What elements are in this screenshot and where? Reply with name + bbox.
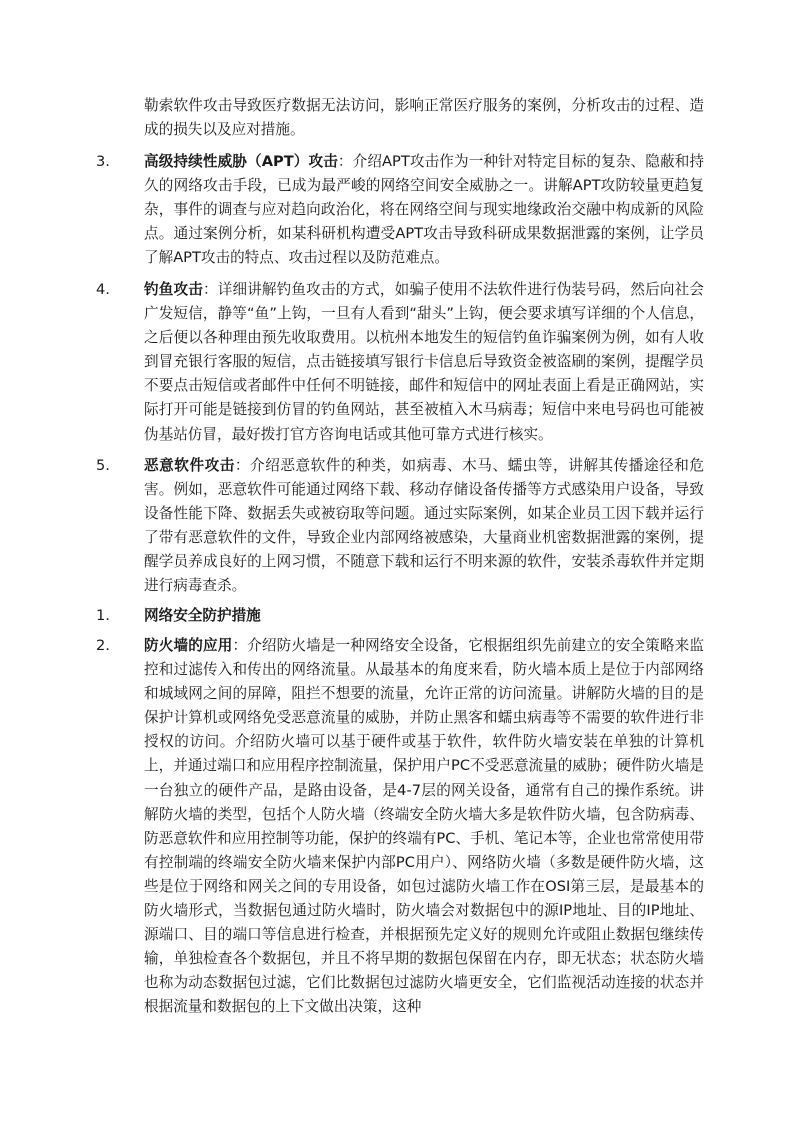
list-item-body <box>144 454 704 599</box>
list-item-body <box>144 278 704 447</box>
list-item-body <box>144 150 704 270</box>
list-number: 3. <box>96 153 110 170</box>
list-number: 5. <box>96 457 110 474</box>
continuation-paragraph: 勒索软件攻击导致医疗数据无法访问，影响正常医疗服务的案例，分析攻击的过程、造成的损失以及应对措施。 <box>144 97 704 139</box>
item-title: 钓鱼攻击 <box>144 281 203 298</box>
list-number: 1. <box>96 607 110 624</box>
list-item-body <box>144 634 704 1020</box>
list-number: 2. <box>96 637 110 654</box>
item-title: 恶意软件攻击 <box>144 457 235 474</box>
list-item-body <box>144 604 704 628</box>
item-title: 防火墙的应用 <box>144 637 233 654</box>
item-text: ：介绍恶意软件的种类，如病毒、木马、蠕虫等，讲解其传播途径和危害。例如，恶意软件可能通过网络下载、移动存储设备传播等方式感染用户设备，导致设备性能下降、数据丢失或被窃取等问题。通过实际案例，如某企业员工因下载并运行了带有恶意软件的文件，导致企业内部网络被感染，大量商业机密数据泄露的案例，提醒学员养成良好的上网习惯，不随意下载和运行不明来源的软件，安装杀毒软件并定期进行病毒查杀。 <box>144 457 704 595</box>
item-text: ：详细讲解钓鱼攻击的方式，如骗子使用不法软件进行伪装号码，然后向社会广发短信，静等“鱼”上钩，一旦有人看到“甜头”上钩，便会要求填写详细的个人信息，之后便以各种理由预先收取费用。以杭州本地发生的短信钓鱼诈骗案例为例，如有人收到冒充银行客服的短信，点击链接填写银行卡信息后导致资金被盗刷的案例，提醒学员不要点击短信或者邮件中任何不明链接，邮件和短信中的网址表面上看是正确网站，实际打开可能是链接到仿冒的钓鱼网站，甚至被植入木马病毒；短信中来电号码也可能被伪基站仿冒，最好拨打官方咨询电话或其他可靠方式进行核实。 <box>144 281 704 443</box>
list-number: 4. <box>96 281 110 298</box>
item-title: 高级持续性威胁（APT）攻击 <box>144 153 338 170</box>
item-title: 网络安全防护措施 <box>144 607 261 624</box>
item-text: ：介绍APT攻击作为一种针对特定目标的复杂、隐蔽和持久的网络攻击手段，已成为最严峻的网络空间安全威胁之一。讲解APT攻防较量更趋复杂，事件的调查与应对趋向政治化，将在网络空间与现实地缘政治交融中构成新的风险点。通过案例分析，如某科研机构遭受APT攻击导致科研成果数据泄露的案例，让学员了解APT攻击的特点、攻击过程以及防范难点。 <box>144 153 704 267</box>
item-text: ：介绍防火墙是一种网络安全设备，它根据组织先前建立的安全策略来监控和过滤传入和传出的网络流量。从最基本的角度来看，防火墙本质上是位于内部网络和城域网之间的屏障，阻拦不想要的流量，允许正常的访问流量。讲解防火墙的目的是保护计算机或网络免受恶意流量的威胁，并防止黑客和蠕虫病毒等不需要的软件进行非授权的访问。介绍防火墙可以基于硬件或基于软件，软件防火墙安装在单独的计算机上，并通过端口和应用程序控制流量，保护用户PC不受恶意流量的威胁；硬件防火墙是一台独立的硬件产品，是路由设备，是4-7层的网关设备，通常有自己的操作系统。讲解防火墙的类型，包括个人防火墙（终端安全防火墙大多是软件防火墙，包含防病毒、防恶意软件和应用控制等功能，保护的终端有PC、手机、笔记本等，企业也常常使用带有控制端的终端安全防火墙来保护内部PC用户）、网络防火墙（多数是硬件防火墙，这些是位于网络和网关之间的专用设备，如包过滤防火墙工作在OSI第三层，是最基本的防火墙形式，当数据包通过防火墙时，防火墙会对数据包中的源IP地址、目的IP地址、源端口、目的端口等信息进行检查，并根据预先定义好的规则允许或阻止数据包继续传输，单独检查各个数据包，并且不将早期的数据包保留在内存，即无状态；状态防火墙也称为动态数据包过滤，它们比数据包过滤防火墙更安全，它们监视活动连接的状态并根据流量和数据包的上下文做出决策，这种 <box>144 637 704 1016</box>
